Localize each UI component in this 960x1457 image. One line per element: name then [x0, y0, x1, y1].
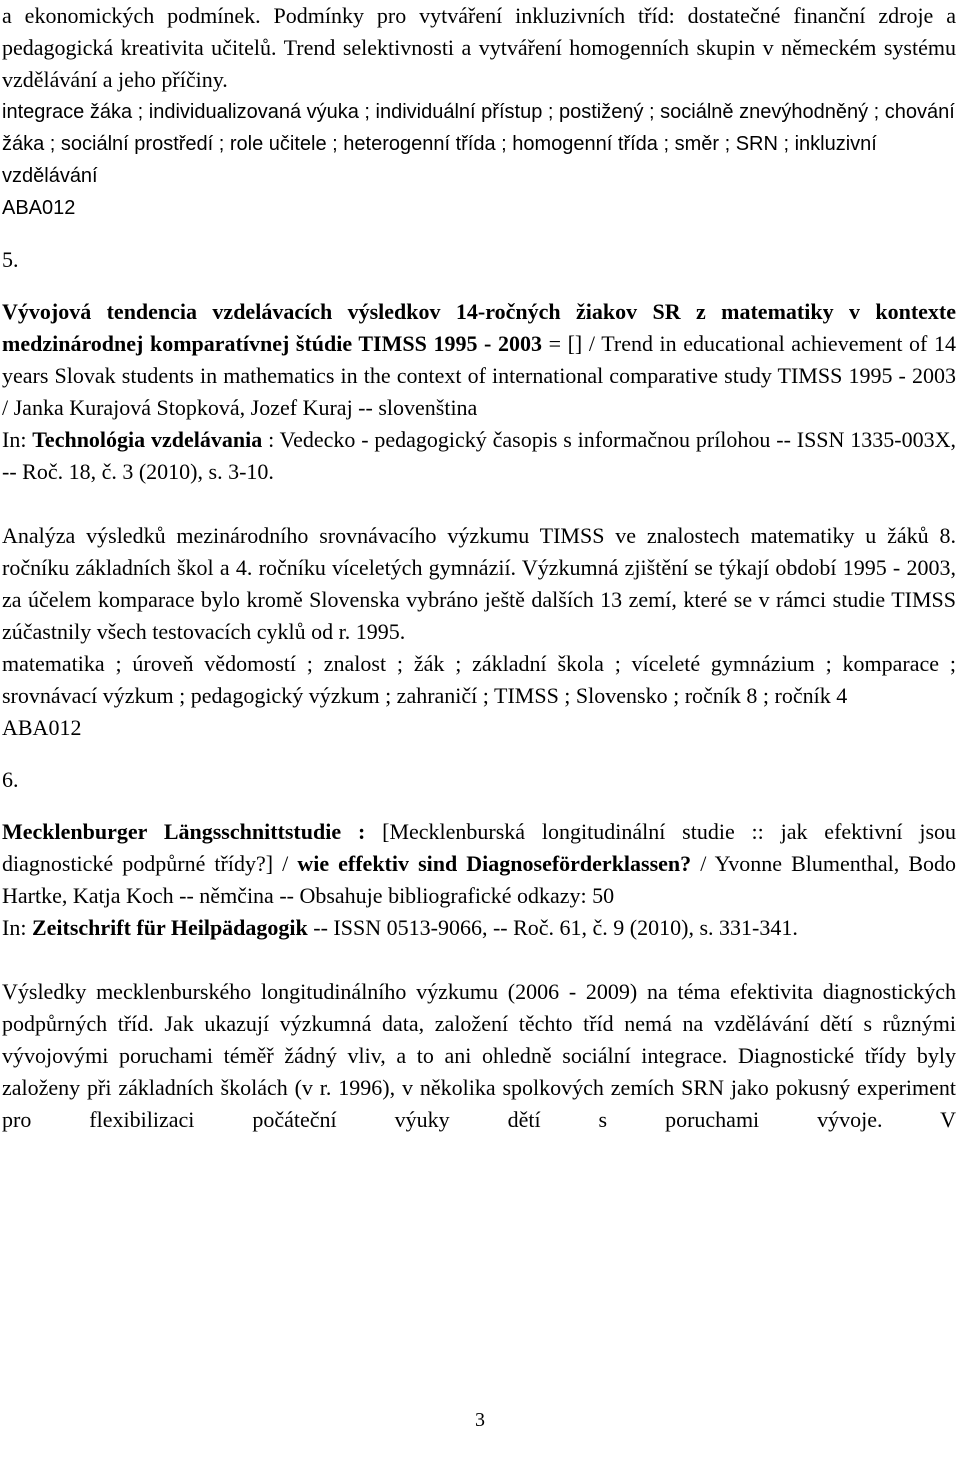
entry-5-in-prefix: In:	[2, 427, 33, 452]
entry-6-subtitle: wie effektiv sind Diagnoseförderklassen?	[297, 851, 692, 876]
entry-6-number: 6.	[2, 767, 19, 792]
entry-6-journal: Zeitschrift für Heilpädagogik	[31, 915, 308, 940]
entry-6-abstract: Výsledky mecklenburského longitudinálního výzkumu (2006 - 2009) na téma efektivita diagnostických podpůrných tříd. Jak ukazují výzkumná data, založení těchto tříd nemá na vzdělávání dětí s různými vývojovými poruchami téměř žádný vliv, a to ani ohledně sociální integrace. Diagnostické třídy byly založeny při základních školách (v r. 1996), v několika spolkových zemích SRN jako pokusný experiment pro flexibilizaci počáteční výuky dětí s poruchami vývoje. V	[2, 979, 956, 1132]
entry-6-title-rest: / Yvonne Blumenthal, Bodo Hartke, Katja Koch -- němčina -- Obsahuje bibliografické odkazy: 50	[2, 851, 957, 908]
entry-6-title-mid: [Mecklenburská longitudinální studie :: jak efektivní jsou diagnostické podpůrné třídy?] /	[2, 819, 957, 876]
entry-5-source-rest: : Vedecko - pedagogický časopis s informačnou prílohou -- ISSN 1335-003X, -- Roč. 18, č. 3 (2010), s. 3-10.	[2, 427, 956, 484]
entry-5-number: 5.	[2, 247, 19, 272]
entry-5-title: Vývojová tendencia vzdelávacích výsledkov 14-ročných žiakov SR z matematiky v kontexte medzinárodnej komparatívnej štúdie TIMSS 1995 - 2003	[2, 299, 956, 356]
entry-5-source	[2, 424, 956, 488]
entry-5-citation	[2, 296, 956, 424]
entry-5-abstract: Analýza výsledků mezinárodního srovnávacího výzkumu TIMSS ve znalostech matematiky u žáků 8. ročníku základních škol a 4. ročníku víceletých gymnázií. Výzkumná zjištění se týkají období 1995 - 2003, za účelem komparace bylo kromě Slovenska vybráno ještě dalších 13 zemí, které se v rámci studie TIMSS zúčastnily všech testovacích cyklů od r. 1995.	[2, 523, 956, 644]
entry-5-code: ABA012	[2, 715, 82, 740]
previous-entry-code: ABA012	[2, 197, 76, 219]
previous-entry-keywords: integrace žáka ; individualizovaná výuka ; individuální přístup ; postižený ; sociálně znevýhodněný ; chování žáka ; sociální prostředí ; role učitele ; heterogenní třída ; homogenní třída ; směr ; SRN ; inkluzivní vzdělávání	[2, 101, 955, 187]
entry-6-source-rest: -- ISSN 0513-9066, -- Roč. 61, č. 9 (2010), s. 331-341.	[307, 915, 798, 940]
entry-6-citation	[2, 816, 956, 912]
entry-5-journal: Technológia vzdelávania	[32, 427, 263, 452]
entry-5-keywords: matematika ; úroveň vědomostí ; znalost ; žák ; základní škola ; víceleté gymnázium ; komparace ; srovnávací výzkum ; pedagogický výzkum ; zahraničí ; TIMSS ; Slovensko ; ročník 8 ; ročník 4	[2, 651, 956, 708]
page-number: 3	[475, 1409, 485, 1431]
entry-6-in-prefix: In:	[2, 915, 32, 940]
entry-6-source	[2, 912, 956, 944]
entry-5-title-rest: = [] / Trend in educational achievement of 14 years Slovak students in mathematics in the context of international comparative study TIMSS 1995 - 2003 / Janka Kurajová Stopková, Jozef Kuraj -- slovenština	[2, 331, 956, 420]
document-page	[2, 0, 956, 1136]
previous-entry-abstract-tail: a ekonomických podmínek. Podmínky pro vytváření inkluzivních tříd: dostatečné finanční zdroje a pedagogická kreativita učitelů. Trend selektivnosti a vytváření homogenních skupin v německém systému vzdělávání a jeho příčiny.	[2, 3, 956, 92]
entry-6-title: Mecklenburger Längsschnittstudie :	[2, 819, 366, 844]
